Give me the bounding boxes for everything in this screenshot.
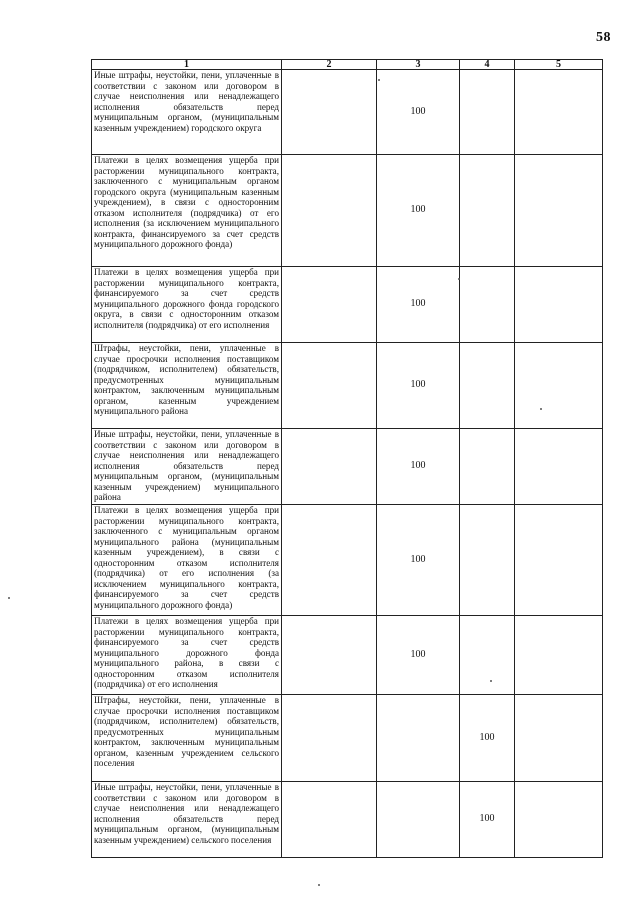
scan-speck [458,278,460,280]
cell-col-4: 100 [460,782,515,858]
cell-col-2 [282,70,377,155]
cell-col-2 [282,695,377,782]
table-row [92,429,603,505]
row-description: Штрафы, неустойки, пени, уплаченные в случае просрочки исполнения поставщиком (подрядчиком, исполнителем) обязательств, предусмотренных муниципальным контрактом, заключенным муниципальным органом, казенным учреждением сельского поселения [92,695,282,782]
table-row [92,267,603,343]
cell-col-4: 100 [460,695,515,782]
row-description: Платежи в целях возмещения ущерба при расторжении муниципального контракта, заключенного с муниципальным органом городского округа (муниципальным казенным учреждением), в связи с односторонним отказом исполнителя (подрядчика) от его исполнения (за исключением муниципального контракта, финансируемого за счет средств муниципального дорожного фонда) [92,155,282,267]
scan-speck [8,597,10,599]
row-description: Иные штрафы, неустойки, пени, уплаченные в соответствии с законом или договором в случае неисполнения или ненадлежащего исполнения обязательств перед муниципальным органом, (муниципальным казенным учреждением) сельского поселения [92,782,282,858]
header-row [92,60,603,70]
cell-col-3: 100 [377,343,460,429]
cell-col-5 [515,343,603,429]
header-col-5: 5 [515,60,603,70]
header-col-4: 4 [460,60,515,70]
cell-col-5 [515,155,603,267]
cell-col-3: 100 [377,155,460,267]
cell-col-3: 100 [377,505,460,616]
scan-speck [490,680,492,682]
cell-col-4 [460,267,515,343]
cell-col-5 [515,782,603,858]
row-description: Штрафы, неустойки, пени, уплаченные в случае просрочки исполнения поставщиком (подрядчиком, исполнителем) обязательств, предусмотренных муниципальным контрактом, заключенным муниципальным органом, казенным учреждением муниципального района [92,343,282,429]
header-col-2: 2 [282,60,377,70]
cell-col-3 [377,695,460,782]
header-col-3: 3 [377,60,460,70]
cell-col-2 [282,155,377,267]
row-description: Платежи в целях возмещения ущерба при расторжении муниципального контракта, финансируемого за счет средств муниципального дорожного фонда муниципального района, в связи с односторонним отказом исполнителя (подрядчика) от его исполнения [92,616,282,695]
row-description: Платежи в целях возмещения ущерба при расторжении муниципального контракта, заключенного с муниципальным органом муниципального района (муниципальным казенным учреждением), в связи с односторонним отказом исполнителя (подрядчика) от его исполнения (за исключением муниципального контракта, финансируемого за счет средств муниципального дорожного фонда) [92,505,282,616]
scan-speck [378,79,380,81]
table-row [92,616,603,695]
cell-col-5 [515,616,603,695]
table-row [92,782,603,858]
table-row [92,695,603,782]
budget-distribution-table [91,59,603,858]
page-number: 58 [596,30,611,45]
cell-col-2 [282,267,377,343]
cell-col-5 [515,429,603,505]
row-description: Иные штрафы, неустойки, пени, уплаченные в соответствии с законом или договором в случае неисполнения или ненадлежащего исполнения обязательств перед муниципальным органом, (муниципальным казенным учреждением) городского округа [92,70,282,155]
scan-speck [540,408,542,410]
cell-col-2 [282,343,377,429]
scan-speck [318,884,320,886]
cell-col-2 [282,782,377,858]
cell-col-5 [515,70,603,155]
cell-col-3: 100 [377,616,460,695]
cell-col-3: 100 [377,267,460,343]
cell-col-2 [282,429,377,505]
cell-col-5 [515,267,603,343]
cell-col-3: 100 [377,70,460,155]
cell-col-5 [515,695,603,782]
table-row [92,155,603,267]
cell-col-3: 100 [377,429,460,505]
cell-col-4 [460,616,515,695]
row-description: Иные штрафы, неустойки, пени, уплаченные в соответствии с законом или договором в случае неисполнения или ненадлежащего исполнения обязательств перед муниципальным органом, (муниципальным казенным учреждением) муниципального района [92,429,282,505]
cell-col-4 [460,505,515,616]
cell-col-4 [460,155,515,267]
cell-col-2 [282,505,377,616]
cell-col-3 [377,782,460,858]
cell-col-2 [282,616,377,695]
table-row [92,343,603,429]
cell-col-4 [460,343,515,429]
cell-col-4 [460,70,515,155]
table-row [92,70,603,155]
cell-col-5 [515,505,603,616]
row-description: Платежи в целях возмещения ущерба при расторжении муниципального контракта, финансируемого за счет средств муниципального дорожного фонда городского округа, в связи с односторонним отказом исполнителя (подрядчика) от его исполнения [92,267,282,343]
cell-col-4 [460,429,515,505]
table-row [92,505,603,616]
header-col-1: 1 [92,60,282,70]
